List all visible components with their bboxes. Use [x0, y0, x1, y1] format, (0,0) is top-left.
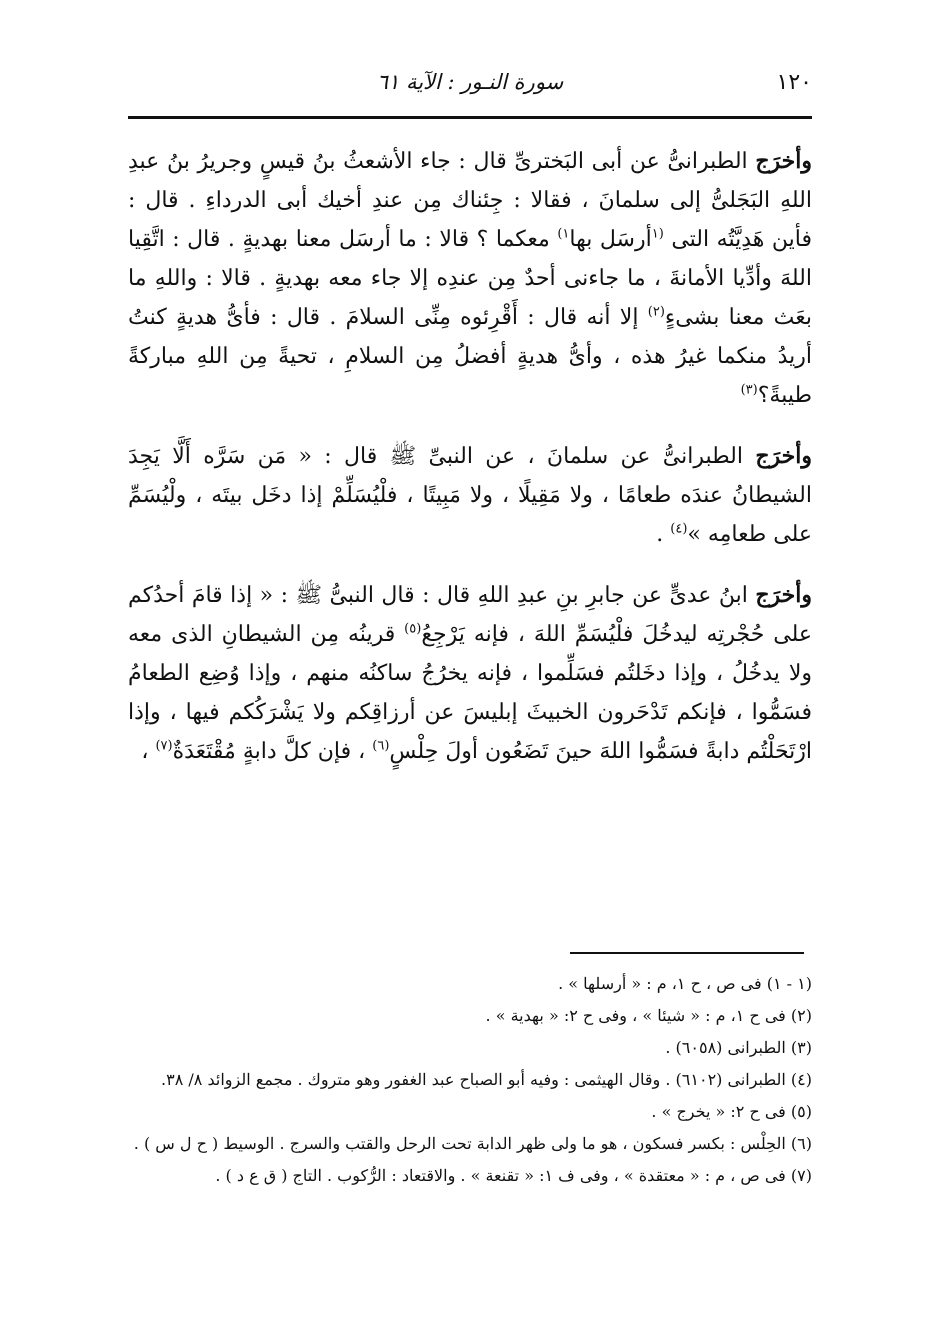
paragraph-text: الطبرانىُّ عن أبى البَخترىِّ قال : جاء الأشعثُ بنُ قيسٍ وجريرُ بنُ عبدِ اللهِ البَجَلىُّ إلى سلمانَ ، فقالا : جِئناك مِن عندِ أخيك أبى الدرداءِ . قال : فأين هَدِيَّتُه التى: [128, 149, 812, 252]
paragraph-3: [128, 576, 812, 771]
paragraph-text: ، فإن كلَّ دابةٍ مُقْتَعَدَةٌ: [172, 739, 373, 764]
footnote: (١ - ١) فى ص ، ح ١، م : « أرسلها » .: [558, 974, 812, 993]
paragraph-text: الطبرانىُّ عن سلمانَ ، عن النبىِّ ﷺ قال : « مَن سَرَّه أَلَّا يَجِدَ الشيطانُ عندَه طعامًا ، ولا مَقِيلًا ، ولا مَبِيتًا ، فلْيُسَلِّمْ إذا دخَل بيتَه ، ولْيُسَمِّ على طعامِه »: [128, 444, 812, 547]
paragraph-1: [128, 142, 812, 415]
footnote: (٤) الطبرانى (٦١٠٢) . وقال الهيثمى : وفيه أبو الصباح عبد الغفور وهو متروك . مجمع الزوائد ٨/ ٣٨.: [161, 1070, 812, 1089]
paragraph-tail: .: [656, 522, 671, 547]
paragraph-tail: ،: [141, 739, 156, 764]
footnote-ref: ١): [557, 226, 570, 242]
paragraph-2: [128, 437, 812, 554]
main-text: [128, 142, 812, 793]
footnote: (٦) الحِلْس : بكسر فسكون ، هو ما ولى ظهر الدابة تحت الرحل والقتب والسرج . الوسيط ( ح ل س ) .: [133, 1134, 812, 1153]
footnotes: [128, 968, 812, 1192]
running-title: سورة النـور : الآية ٦١: [376, 70, 564, 94]
footnote-ref: (١: [651, 226, 664, 242]
header-rule: [128, 116, 812, 119]
paragraph-text: معكما ؟ قالا : ما أرسَل معنا بهديةٍ . قال : اتَّقِيا اللهَ وأدِّيا الأمانةَ ، ما جاءنى أحدٌ مِن عندِه إلا جاء معه بهديةٍ . قالا : واللهِ ما بعَث معنا بشىءٍ: [128, 227, 812, 330]
paragraph-text: ابنُ عدىٍّ عن جابرِ بنِ عبدِ اللهِ قال : قال النبىُّ ﷺ : « إذا قامَ أحدُكم على حُجْرتِه ليدخُلَ فلْيُسَمِّ اللهَ ، فإنه يَرْجِعُ: [128, 583, 812, 647]
paragraph-lead: وأخرَج: [755, 148, 812, 174]
paragraph-lead: وأخرَج: [755, 582, 812, 608]
footnote-ref: (٤): [670, 521, 688, 537]
footnote-separator: [570, 952, 804, 954]
footnote: (٣) الطبرانى (٦٠٥٨) .: [665, 1038, 812, 1057]
footnote: (٥) فى ح ٢: « يخرج » .: [651, 1102, 812, 1121]
footnote-ref: (٧): [155, 738, 173, 754]
footnote: (٧) فى ص ، م : « معتقدة » ، وفى ف ١: « تقنعة » . والاقتعاد : الرُّكوب . التاج ( ق ع د ) .: [215, 1166, 812, 1185]
footnote-ref: (٣): [740, 382, 758, 398]
page-number: ١٢٠: [776, 70, 812, 95]
footnote-ref: (٢): [647, 304, 665, 320]
paragraph-text: إلا أنه قال : أَقْرِئوه مِنِّى السلامَ . قال : فأىُّ هديةٍ كنتُ أريدُ منكما غيرُ هذه ، وأىُّ هديةٍ أفضلُ مِن السلامِ ، تحيةً مِن اللهِ مباركةً طيبةً؟: [128, 305, 812, 408]
footnote-ref: (٥): [404, 621, 422, 637]
footnote: (٢) فى ح ١، م : « شيئا » ، وفى ح ٢: « بهدية » .: [485, 1006, 812, 1025]
page-header: [128, 66, 812, 106]
paragraph-text: أرسَل بها: [569, 227, 652, 252]
paragraph-text: قرينُه مِن الشيطانِ الذى معه ولا يدخُلُ ، وإذا دخَلتُم فسَلِّموا ، فإنه يخرُجُ ساكنُه منهم ، وإذا وُضِع الطعامُ فسَمُّوا ، فإنكم تَدْحَرون الخبيثَ إبليسَ عن أرزاقِكم ولا يَشْرَكُكم فيها ، وإذا ارْتَحَلْتُم دابةً فسَمُّوا اللهَ حينَ تَضَعُون أولَ حِلْسٍ: [128, 622, 812, 764]
paragraph-lead: وأخرَج: [755, 443, 812, 469]
footnote-ref: (٦): [372, 738, 390, 754]
